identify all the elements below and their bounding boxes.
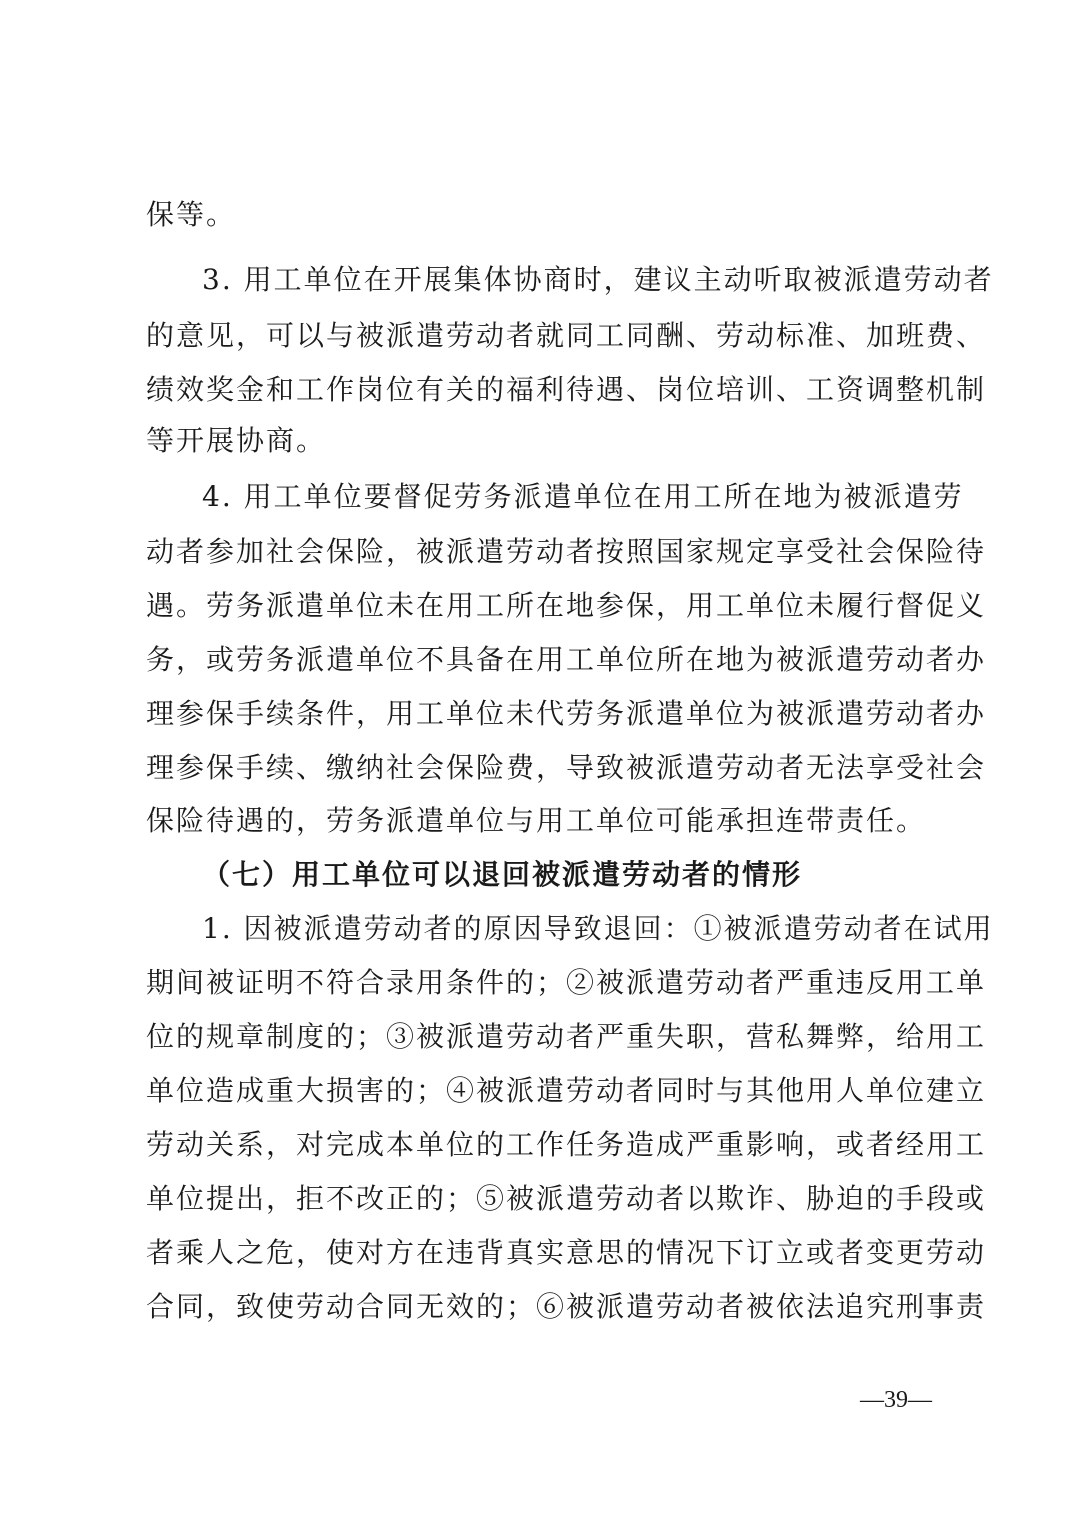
text-line: 单位造成重大损害的；④被派遣劳动者同时与其他用人单位建立 (146, 1074, 987, 1107)
text-line: 位的规章制度的；③被派遣劳动者严重失职，营私舞弊，给用工 (146, 1020, 987, 1053)
text-line: 劳动关系，对完成本单位的工作任务造成严重影响，或者经用工 (146, 1128, 987, 1161)
text-line: 保险待遇的，劳务派遣单位与用工单位可能承担连带责任。 (146, 804, 927, 837)
page-number: —39— (860, 1387, 932, 1413)
paragraph-4-start: 4. 用工单位要督促劳务派遣单位在用工所在地为被派遣劳 (202, 480, 964, 513)
text-line: 绩效奖金和工作岗位有关的福利待遇、岗位培训、工资调整机制 (146, 373, 987, 406)
text-line: 单位提出，拒不改正的；⑤被派遣劳动者以欺诈、胁迫的手段或 (146, 1182, 987, 1215)
text-line: 期间被证明不符合录用条件的；②被派遣劳动者严重违反用工单 (146, 966, 987, 999)
paragraph-1-start: 1. 因被派遣劳动者的原因导致退回：①被派遣劳动者在试用 (202, 912, 994, 945)
text-line: 者乘人之危，使对方在违背真实意思的情况下订立或者变更劳动 (146, 1236, 987, 1269)
paragraph-3-start: 3. 用工单位在开展集体协商时，建议主动听取被派遣劳动者 (202, 263, 994, 296)
text-line: 合同，致使劳动合同无效的；⑥被派遣劳动者被依法追究刑事责 (146, 1290, 987, 1323)
text-line: 理参保手续条件，用工单位未代劳务派遣单位为被派遣劳动者办 (146, 697, 987, 730)
text-line: 等开展协商。 (146, 424, 327, 457)
text-line: 的意见，可以与被派遣劳动者就同工同酬、劳动标准、加班费、 (146, 319, 987, 352)
text-line: 遇。劳务派遣单位未在用工所在地参保，用工单位未履行督促义 (146, 589, 987, 622)
text-line: 理参保手续、缴纳社会保险费，导致被派遣劳动者无法享受社会 (146, 751, 987, 784)
section-heading: （七）用工单位可以退回被派遣劳动者的情形 (202, 858, 803, 891)
text-line: 动者参加社会保险，被派遣劳动者按照国家规定享受社会保险待 (146, 535, 987, 568)
text-line: 保等。 (146, 198, 237, 231)
text-line: 务，或劳务派遣单位不具备在用工单位所在地为被派遣劳动者办 (146, 643, 987, 676)
